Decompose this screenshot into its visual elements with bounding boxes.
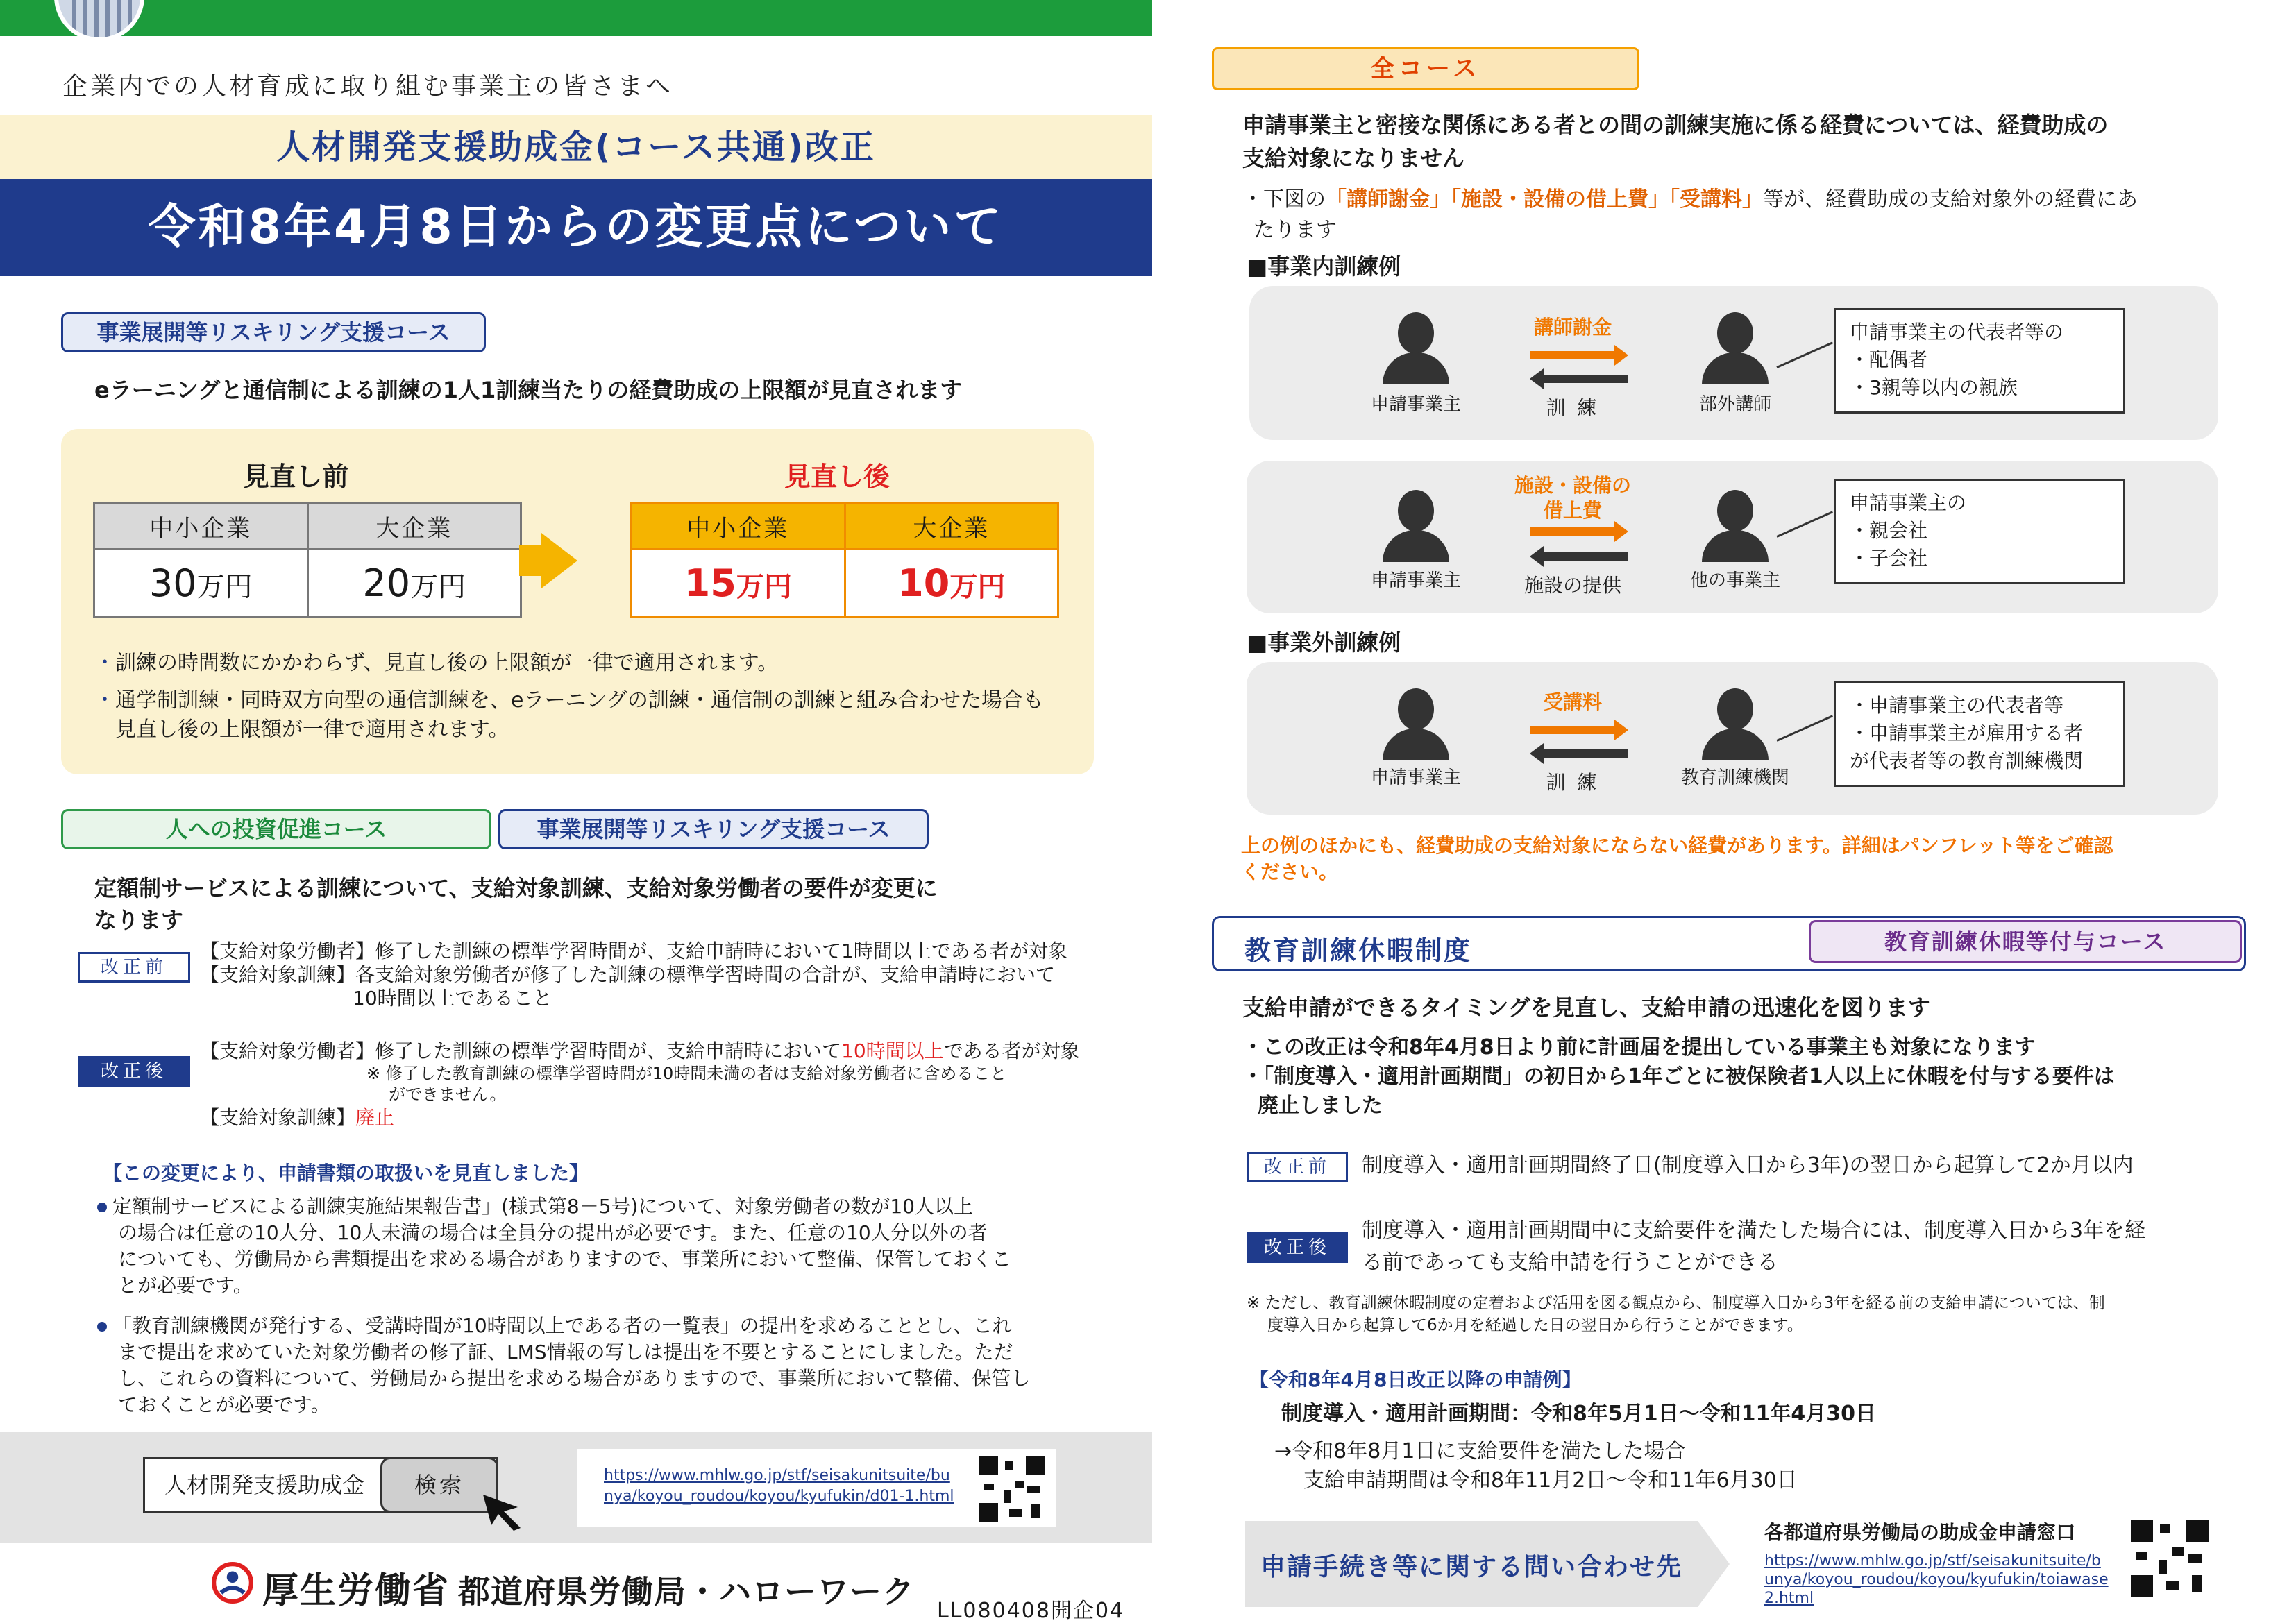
leave-before-badge: 改正前 <box>1247 1152 1348 1182</box>
contact-url-link[interactable]: https://www.mhlw.go.jp/stf/seisakunitsuite/b unya/koyou_roudou/koyou/kyufukin/toiawase 2.html <box>1764 1552 2109 1607</box>
note-2: ・通学制訓練・同時双方向型の通信訓練を、eラーニングの訓練・通信制の訓練と組み合わせた場合も <box>94 688 1044 713</box>
orange-note-1: 上の例のほかにも、経費助成の支給対象にならない経費があります。詳細はパンフレット等をご確認 <box>1241 834 2113 857</box>
docs-bullet-2-l3: し、これらの資料について、労働局から提出を求める場合がありますので、事業所において整備、保管し <box>118 1367 1031 1390</box>
leave-headline: 支給申請ができるタイミングを見直し、支給申請の迅速化を図ります <box>1242 994 1930 1021</box>
qr-code-icon <box>979 1456 1045 1522</box>
orange-arrow-right-icon <box>1530 726 1616 734</box>
ex3-arrow-bottom-label: 訓 練 <box>1546 771 1600 794</box>
before-label: 見直し前 <box>243 461 349 492</box>
before-large-value: 20万円 <box>307 550 521 618</box>
outhouse-title: ■事業外訓練例 <box>1247 629 1401 656</box>
docs-bullet-1-l4: とが必要です。 <box>118 1274 253 1297</box>
before-col-small: 中小企業 <box>94 504 308 550</box>
person-icon <box>1702 490 1769 562</box>
ex3-right-label: 教育訓練機関 <box>1680 767 1789 788</box>
docs-title: 【この変更により、申請書類の取扱いを見直しました】 <box>103 1162 589 1184</box>
person-icon <box>1702 312 1769 384</box>
before-table <box>93 502 522 618</box>
after-line-2: 【支給対象訓練】廃止 <box>200 1106 395 1129</box>
after-col-large: 大企業 <box>845 504 1058 550</box>
leave-bullet-1: ・この改正は令和8年4月8日より前に計画届を提出している事業主も対象になります <box>1242 1035 2036 1060</box>
leave-after-badge: 改正後 <box>1247 1232 1348 1263</box>
example-line-3: 支給申請期間は令和8年11月2日～令和11年6月30日 <box>1303 1468 1798 1493</box>
black-arrow-left-icon <box>1542 749 1628 758</box>
right-headline-2: 支給対象になりません <box>1242 145 1465 171</box>
intro-text: 企業内での人材育成に取り組む事業主の皆さまへ <box>62 72 674 101</box>
before-line-3: 10時間以上であること <box>353 987 552 1010</box>
cursor-arrow-icon <box>479 1490 527 1532</box>
after-large-value: 10万円 <box>845 550 1058 618</box>
example-line-2: →令和8年8月1日に支給要件を満たした場合 <box>1274 1439 1686 1463</box>
after-revision-badge: 改正後 <box>78 1056 190 1087</box>
subtitle-banner: 人材開発支援助成金(コース共通)改正 <box>0 115 1152 179</box>
orange-arrow-right-icon <box>1530 351 1616 359</box>
person-icon <box>1383 490 1449 562</box>
section2-headline-2: なります <box>94 907 184 933</box>
ex3-left-label: 申請事業主 <box>1370 767 1461 788</box>
after-col-small: 中小企業 <box>632 504 845 550</box>
docs-bullet-1: 定額制サービスによる訓練実施結果報告書」(様式第8－5号)について、対象労働者の数が10人以上 <box>97 1192 973 1221</box>
person-icon <box>1702 688 1769 760</box>
ministry-logo-icon <box>211 1561 254 1604</box>
top-green-bar <box>0 0 1152 36</box>
docs-bullet-2: 「教育訓練機関が発行する、受講時間が10時間以上である者の一覧表」の提出を求めることとし、これ <box>97 1311 1012 1341</box>
after-label: 見直し後 <box>784 461 890 492</box>
contact-arrow-icon <box>1698 1521 1730 1607</box>
leave-title: 教育訓練休暇制度 <box>1244 935 1473 966</box>
before-line-1: 【支給対象労働者】修了した訓練の標準学習時間が、支給申請時において1時間以上である者が対象 <box>200 940 1067 962</box>
after-line-1: 【支給対象労働者】修了した訓練の標準学習時間が、支給申請時において10時間以上である者が対象 <box>200 1039 1080 1062</box>
note-1: ・訓練の時間数にかかわらず、見直し後の上限額が一律で適用されます。 <box>94 651 779 675</box>
leave-bullet-2b: 廃止しました <box>1258 1094 1383 1118</box>
after-small-value: 15万円 <box>632 550 845 618</box>
docs-bullet-1-l2: の場合は任意の10人分、10人未満の場合は全員分の提出が必要です。また、任意の10人分以外の者 <box>118 1221 988 1244</box>
ex1-arrow-top-label: 講師謝金 <box>1533 316 1612 339</box>
ex1-arrow-bottom-label: 訓 練 <box>1546 396 1600 419</box>
search-input[interactable]: 人材開発支援助成金 <box>143 1457 498 1513</box>
search-button[interactable]: 検索 <box>380 1457 498 1513</box>
docs-bullet-2-l2: まで提出を求めていた対象労働者の修了証、LMS情報の写しは提出を不要とすることにしました。ただ <box>118 1341 1013 1363</box>
right-headline-1: 申請事業主と密接な関係にある者との間の訓練実施に係る経費については、経費助成の <box>1242 112 2109 138</box>
ministry-name: 厚生労働省 <box>262 1570 450 1612</box>
after-table <box>630 502 1059 618</box>
example-line-1: 制度導入・適用計画期間：令和8年5月1日～令和11年4月30日 <box>1281 1402 1876 1426</box>
section1-headline: eラーニングと通信制による訓練の1人1訓練当たりの経費助成の上限額が見直されます <box>94 377 963 403</box>
leave-note-2: 度導入日から起算して6か月を経過した日の翌日から行うことができます。 <box>1267 1316 1803 1334</box>
contact-window: 各都道府県労働局の助成金申請窓口 <box>1764 1521 2076 1544</box>
document-code: LL080408開企04 <box>937 1599 1125 1623</box>
leave-after-text-1: 制度導入・適用計画期間中に支給要件を満たした場合には、制度導入日から3年を経 <box>1362 1218 2146 1243</box>
course-tag-investment: 人への投資促進コース <box>61 809 491 849</box>
ex1-relation-box: 申請事業主の代表者等の ・配偶者 ・3親等以内の親族 <box>1834 308 2125 414</box>
before-small-value: 30万円 <box>94 550 308 618</box>
ex1-right-label: 部外講師 <box>1698 394 1771 415</box>
black-arrow-left-icon <box>1542 552 1628 561</box>
ex3-relation-box: ・申請事業主の代表者等 ・申請事業主が雇用する者 が代表者等の教育訓練機関 <box>1834 681 2125 787</box>
right-sub-1: ・下図の「講師謝金」「施設・設備の借上費」「受講料」等が、経費助成の支給対象外の経費にあ <box>1242 187 2138 212</box>
after-note-1: ※ 修了した教育訓練の標準学習時間が10時間未満の者は支給対象労働者に含めること <box>366 1064 1007 1083</box>
ministry-sub: 都道府県労働局・ハローワーク <box>458 1573 915 1611</box>
ex2-right-label: 他の事業主 <box>1689 570 1780 591</box>
ex2-left-label: 申請事業主 <box>1370 570 1461 591</box>
leave-bullet-2: ・「制度導入・適用計画期間」の初日から1年ごとに被保険者1人以上に休暇を付与する要件は <box>1242 1064 2115 1089</box>
section2-headline: 定額制サービスによる訓練について、支給対象訓練、支給対象労働者の要件が変更に <box>94 875 938 901</box>
all-course-tag: 全コース <box>1212 47 1639 90</box>
orange-arrow-right-icon <box>1530 527 1616 536</box>
ex2-arrow-bottom-label: 施設の提供 <box>1523 574 1621 597</box>
arrow-right-icon-head <box>541 533 577 588</box>
leave-note-1: ※ ただし、教育訓練休暇制度の定着および活用を図る観点から、制度導入日から3年を経る前の支給申請については、制 <box>1247 1294 2105 1312</box>
url-link[interactable]: https://www.mhlw.go.jp/stf/seisakunitsuite/bu nya/koyou_roudou/koyou/kyufukin/d01-1.html <box>604 1467 954 1505</box>
after-note-2: ができません。 <box>389 1085 507 1104</box>
before-col-large: 大企業 <box>307 504 521 550</box>
person-icon <box>1383 688 1449 760</box>
arrow-right-icon <box>519 545 543 576</box>
example-title: 【令和8年4月8日改正以降の申請例】 <box>1249 1368 1582 1391</box>
contact-banner <box>1245 1521 1698 1607</box>
ex2-relation-box: 申請事業主の ・親会社 ・子会社 <box>1834 479 2125 584</box>
black-arrow-left-icon <box>1542 375 1628 383</box>
ex1-left-label: 申請事業主 <box>1370 394 1461 415</box>
before-revision-badge: 改正前 <box>78 952 190 983</box>
course-tag-leave: 教育訓練休暇等付与コース <box>1809 920 2242 963</box>
main-title-banner: 令和8年4月8日からの変更点について <box>0 179 1152 276</box>
inhouse-title: ■事業内訓練例 <box>1247 253 1401 280</box>
leave-after-text-2: る前であっても支給申請を行うことができる <box>1362 1250 1778 1275</box>
course-tag-reskilling-2: 事業展開等リスキリング支援コース <box>498 809 929 849</box>
contact-label: 申請手続き等に関する問い合わせ先 <box>1260 1553 1683 1581</box>
orange-note-2: ください。 <box>1241 860 1339 883</box>
right-sub-2: たります <box>1253 218 1337 242</box>
docs-bullet-1-l3: についても、労働局から書類提出を求める場合がありますので、事業所において整備、保管しておくこ <box>118 1248 1011 1271</box>
before-line-2: 【支給対象訓練】各支給対象労働者が修了した訓練の標準学習時間の合計が、支給申請時において <box>200 963 1056 986</box>
ex3-arrow-top-label: 受講料 <box>1543 690 1602 713</box>
docs-bullet-2-l4: ておくことが必要です。 <box>118 1393 330 1416</box>
note-2b: 見直し後の上限額が一律で適用されます。 <box>115 717 509 742</box>
course-tag-reskilling: 事業展開等リスキリング支援コース <box>61 312 486 352</box>
leave-before-text: 制度導入・適用計画期間終了日(制度導入日から3年)の翌日から起算して2か月以内 <box>1362 1153 2134 1178</box>
person-icon <box>1383 312 1449 384</box>
contact-qr-code-icon <box>2131 1520 2209 1597</box>
ex2-arrow-top-label: 施設・設備の 借上費 <box>1514 474 1631 522</box>
